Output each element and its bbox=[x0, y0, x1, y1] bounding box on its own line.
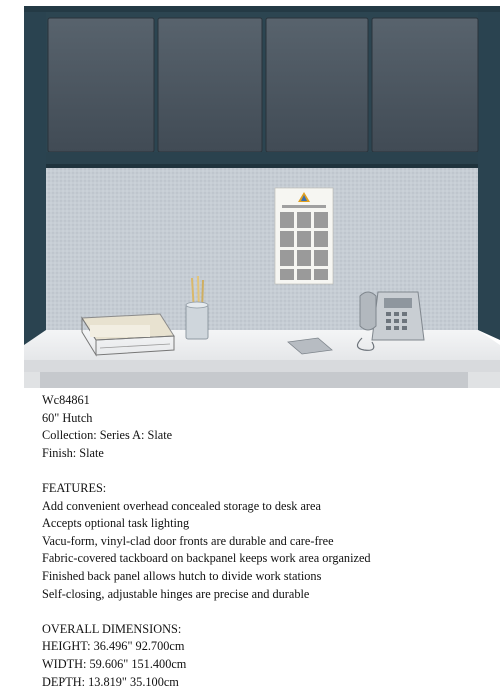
dimension-depth: DEPTH: 13.819" 35.100cm bbox=[42, 674, 492, 691]
product-finish: Finish: Slate bbox=[42, 445, 492, 463]
feature-item: Finished back panel allows hutch to divide work stations bbox=[42, 568, 492, 586]
product-name: 60" Hutch bbox=[42, 410, 492, 428]
feature-item: Fabric-covered tackboard on backpanel keeps work area organized bbox=[42, 550, 492, 568]
product-specs bbox=[42, 392, 492, 691]
dimension-width: WIDTH: 59.606" 151.400cm bbox=[42, 656, 492, 674]
cabinet-door bbox=[372, 18, 478, 152]
product-collection: Collection: Series A: Slate bbox=[42, 427, 492, 445]
product-sku: Wc84861 bbox=[42, 392, 492, 410]
cabinet-door bbox=[266, 18, 368, 152]
feature-item: Accepts optional task lighting bbox=[42, 515, 492, 533]
calendar bbox=[275, 188, 333, 284]
feature-item: Add convenient overhead concealed storage to desk area bbox=[42, 498, 492, 516]
cabinet-door bbox=[158, 18, 262, 152]
feature-item: Self-closing, adjustable hinges are precise and durable bbox=[42, 586, 492, 604]
cabinet-door bbox=[48, 18, 154, 152]
dimensions-heading: OVERALL DIMENSIONS: bbox=[42, 621, 492, 639]
features-heading: FEATURES: bbox=[42, 480, 492, 498]
dimension-height: HEIGHT: 36.496" 92.700cm bbox=[42, 638, 492, 656]
feature-item: Vacu-form, vinyl-clad door fronts are durable and care-free bbox=[42, 533, 492, 551]
